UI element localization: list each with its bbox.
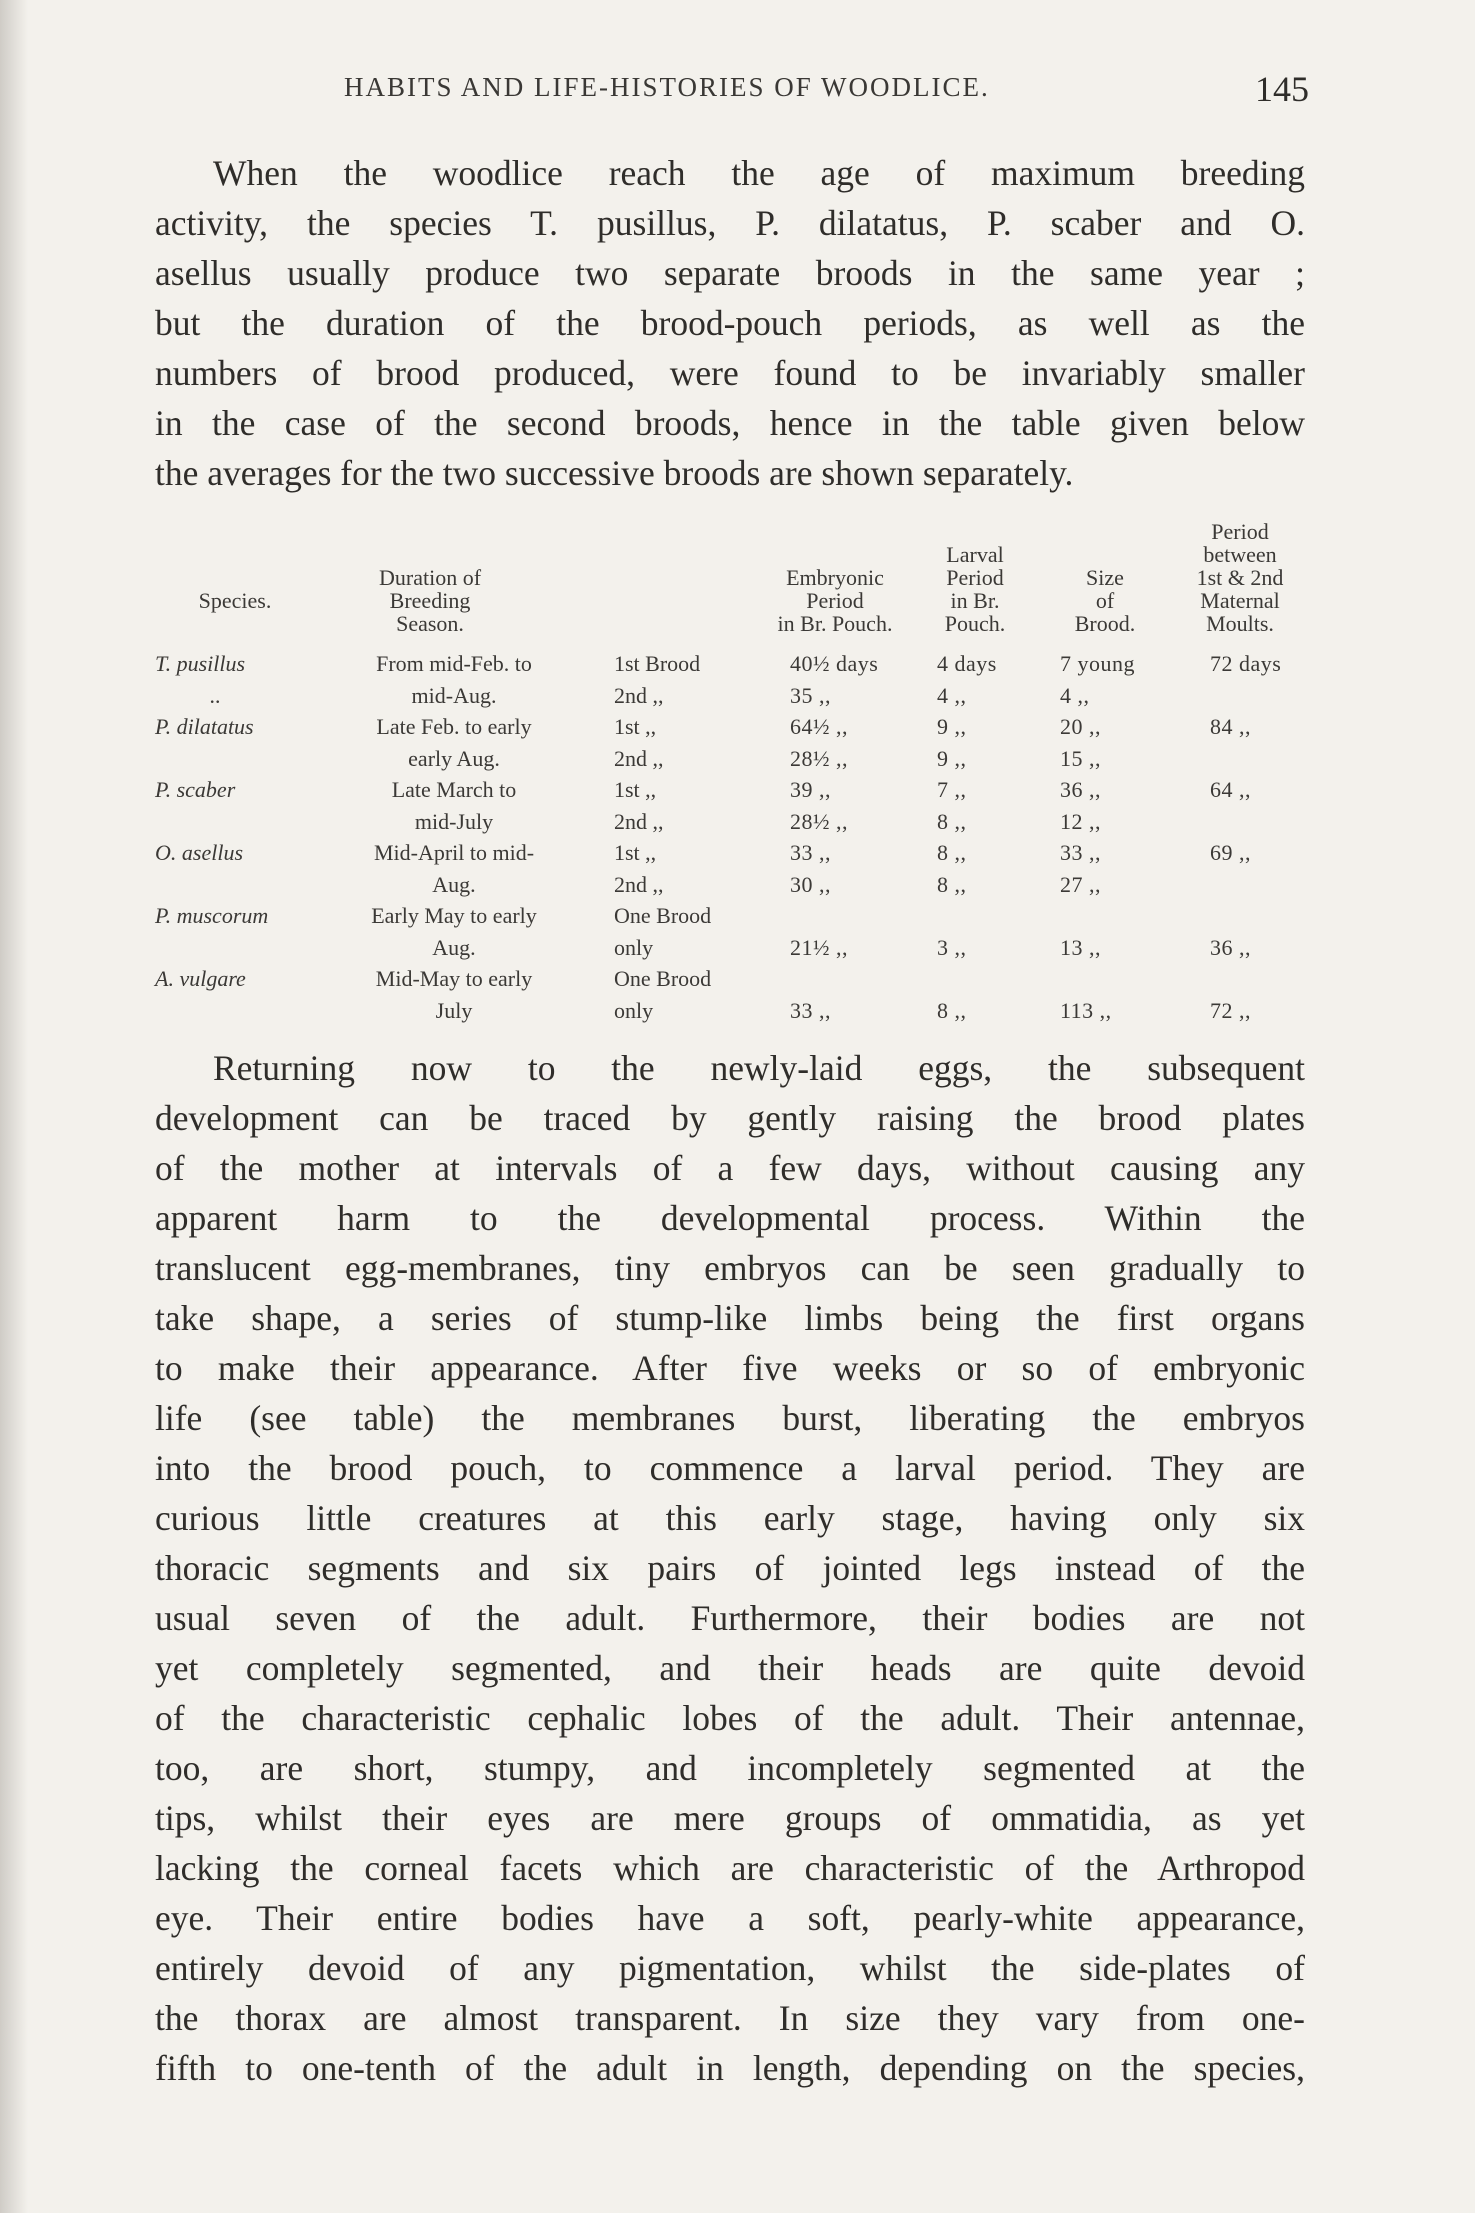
text-line: take shape, a series of stump-like limbs being the first organs	[155, 1298, 1305, 1338]
cell-brood: 1st ,,	[614, 840, 657, 865]
cell-larval: 4 days	[937, 651, 997, 676]
header-line: Maternal	[1200, 588, 1280, 613]
cell-size: 4 ,,	[1060, 682, 1090, 708]
cell-species: T. pusillus	[155, 651, 246, 676]
cell-duration: Mid-May to early	[375, 966, 533, 991]
cell-duration: Aug.	[432, 871, 476, 897]
cell-brood: 2nd ,,	[614, 871, 664, 897]
header-duration	[330, 566, 530, 635]
cell-embryonic: 35 ,,	[790, 682, 831, 708]
cell-larval: 8 ,,	[937, 997, 967, 1023]
cell-brood: One Brood	[614, 903, 712, 928]
running-head: HABITS AND LIFE-HISTORIES OF WOODLICE.	[344, 72, 990, 102]
cell-brood: 1st ,,	[614, 714, 657, 739]
cell-brood: 1st ,,	[614, 777, 657, 802]
cell-species: P. dilatatus	[155, 714, 254, 739]
header-size	[1055, 566, 1155, 635]
text-line: life (see table) the membranes burst, liberating the embryos	[155, 1398, 1305, 1438]
cell-duration: Aug.	[432, 934, 476, 960]
text-line: fifth to one-tenth of the adult in length, depending on the species,	[155, 2048, 1305, 2088]
header-line: Period	[1211, 519, 1269, 544]
cell-embryonic: 39 ,,	[790, 777, 831, 802]
text-line: When the woodlice reach the age of maximum breeding	[213, 153, 1305, 193]
text-line: to make their appearance. After five weeks or so of embryonic	[155, 1348, 1305, 1388]
text-line: of the mother at intervals of a few days, without causing any	[155, 1148, 1305, 1188]
text-line: eye. Their entire bodies have a soft, pearly-white appearance,	[155, 1898, 1305, 1938]
cell-moults: 84 ,,	[1210, 714, 1251, 739]
text-line: Returning now to the newly-laid eggs, the subsequent	[213, 1048, 1305, 1088]
header-line: Season.	[396, 611, 464, 636]
text-line: tips, whilst their eyes are mere groups of ommatidia, as yet	[155, 1798, 1305, 1838]
paragraph-2	[155, 1043, 1305, 2093]
header-line: in Br.	[950, 588, 1000, 613]
header-line: Breeding	[389, 588, 471, 613]
cell-duration: Early May to early	[371, 903, 537, 928]
header-line: of	[1095, 588, 1115, 613]
cell-species: P. scaber	[155, 777, 236, 802]
text-line: numbers of brood produced, were found to be invariably smaller	[155, 353, 1305, 393]
cell-size: 27 ,,	[1060, 871, 1101, 897]
cell-larval: 9 ,,	[937, 714, 967, 739]
text-line: the averages for the two successive broods are shown separately.	[155, 453, 1074, 493]
text-line: of the characteristic cephalic lobes of the adult. Their antennae,	[155, 1698, 1305, 1738]
cell-duration: Late March to	[391, 777, 517, 802]
cell-embryonic: 21½ ,,	[790, 934, 848, 960]
text-line: the thorax are almost transparent. In size they vary from one-	[155, 1998, 1305, 2038]
text-line: apparent harm to the developmental process. Within the	[155, 1198, 1305, 1238]
cell-larval: 7 ,,	[937, 777, 967, 802]
header-moults	[1170, 520, 1310, 635]
cell-moults: 64 ,,	[1210, 777, 1251, 802]
text-line: too, are short, stumpy, and incompletely segmented at the	[155, 1748, 1305, 1788]
header-line: Duration of	[378, 565, 482, 590]
cell-embryonic: 28½ ,,	[790, 745, 848, 771]
cell-moults: 36 ,,	[1210, 934, 1251, 960]
header-line: Period	[806, 588, 864, 613]
cell-duration: July	[435, 997, 473, 1023]
page-number: 145	[1255, 69, 1309, 109]
paragraph-1	[155, 148, 1305, 498]
header-line: Period	[946, 565, 1004, 590]
header-line: Brood.	[1074, 611, 1136, 636]
text-line: yet completely segmented, and their heads are quite devoid	[155, 1648, 1305, 1688]
cell-brood: only	[614, 997, 654, 1023]
cell-species: A. vulgare	[155, 966, 246, 991]
header-embryonic	[750, 566, 920, 635]
text-line: translucent egg-membranes, tiny embryos can be seen gradually to	[155, 1248, 1305, 1288]
header-line: Species.	[198, 588, 272, 613]
text-line: entirely devoid of any pigmentation, whilst the side-plates of	[155, 1948, 1305, 1988]
text-line: into the brood pouch, to commence a larval period. They are	[155, 1448, 1305, 1488]
header-line: Embryonic	[786, 565, 884, 590]
cell-moults: 69 ,,	[1210, 840, 1251, 865]
text-line: but the duration of the brood-pouch periods, as well as the	[155, 303, 1305, 343]
cell-embryonic: 33 ,,	[790, 840, 831, 865]
header-line: 1st & 2nd	[1196, 565, 1284, 590]
cell-size: 33 ,,	[1060, 840, 1101, 865]
header-line: Pouch.	[944, 611, 1006, 636]
cell-duration: Late Feb. to early	[376, 714, 532, 739]
cell-duration: Mid-April to mid-	[373, 840, 535, 865]
cell-size: 15 ,,	[1060, 745, 1101, 771]
text-line: usual seven of the adult. Furthermore, their bodies are not	[155, 1598, 1305, 1638]
text-line: development can be traced by gently raising the brood plates	[155, 1098, 1305, 1138]
text-line: lacking the corneal facets which are characteristic of the Arthropod	[155, 1848, 1305, 1888]
cell-embryonic: 40½ days	[790, 651, 879, 676]
cell-duration: From mid-Feb. to	[376, 651, 532, 676]
text-line: activity, the species T. pusillus, P. dilatatus, P. scaber and O.	[155, 203, 1305, 243]
text-line: in the case of the second broods, hence in the table given below	[155, 403, 1305, 443]
cell-size: 7 young	[1060, 651, 1135, 676]
cell-species: O. asellus	[155, 840, 243, 865]
cell-brood: 2nd ,,	[614, 745, 664, 771]
cell-brood: only	[614, 934, 654, 960]
cell-moults: 72 ,,	[1210, 997, 1251, 1023]
page-gutter-shadow	[0, 0, 28, 2213]
cell-size: 12 ,,	[1060, 808, 1101, 834]
cell-embryonic: 30 ,,	[790, 871, 831, 897]
cell-duration: mid-Aug.	[411, 682, 497, 708]
header-species	[150, 589, 320, 612]
cell-duration: early Aug.	[408, 745, 500, 771]
cell-species: ..	[210, 682, 221, 708]
cell-larval: 8 ,,	[937, 840, 967, 865]
cell-larval: 4 ,,	[937, 682, 967, 708]
cell-moults: 72 days	[1210, 651, 1282, 676]
header-line: in Br. Pouch.	[777, 611, 893, 636]
cell-brood: One Brood	[614, 966, 712, 991]
cell-embryonic: 64½ ,,	[790, 714, 848, 739]
cell-duration: mid-July	[414, 808, 494, 834]
text-line: thoracic segments and six pairs of jointed legs instead of the	[155, 1548, 1305, 1588]
cell-larval: 8 ,,	[937, 808, 967, 834]
cell-brood: 2nd ,,	[614, 682, 664, 708]
header-line: Size	[1086, 565, 1124, 590]
header-line: between	[1203, 542, 1277, 567]
text-line: curious little creatures at this early stage, having only six	[155, 1498, 1305, 1538]
header-line: Larval	[946, 542, 1004, 567]
cell-size: 36 ,,	[1060, 777, 1101, 802]
cell-larval: 9 ,,	[937, 745, 967, 771]
cell-embryonic: 28½ ,,	[790, 808, 848, 834]
text-line: asellus usually produce two separate broods in the same year ;	[155, 253, 1305, 293]
cell-species: P. muscorum	[155, 903, 269, 928]
cell-brood: 2nd ,,	[614, 808, 664, 834]
header-line: Moults.	[1206, 611, 1274, 636]
cell-size: 20 ,,	[1060, 714, 1101, 739]
cell-brood: 1st Brood	[614, 651, 701, 676]
cell-larval: 3 ,,	[937, 934, 967, 960]
cell-size: 13 ,,	[1060, 934, 1101, 960]
cell-embryonic: 33 ,,	[790, 997, 831, 1023]
cell-larval: 8 ,,	[937, 871, 967, 897]
cell-size: 113 ,,	[1060, 997, 1112, 1023]
header-larval	[925, 543, 1025, 635]
